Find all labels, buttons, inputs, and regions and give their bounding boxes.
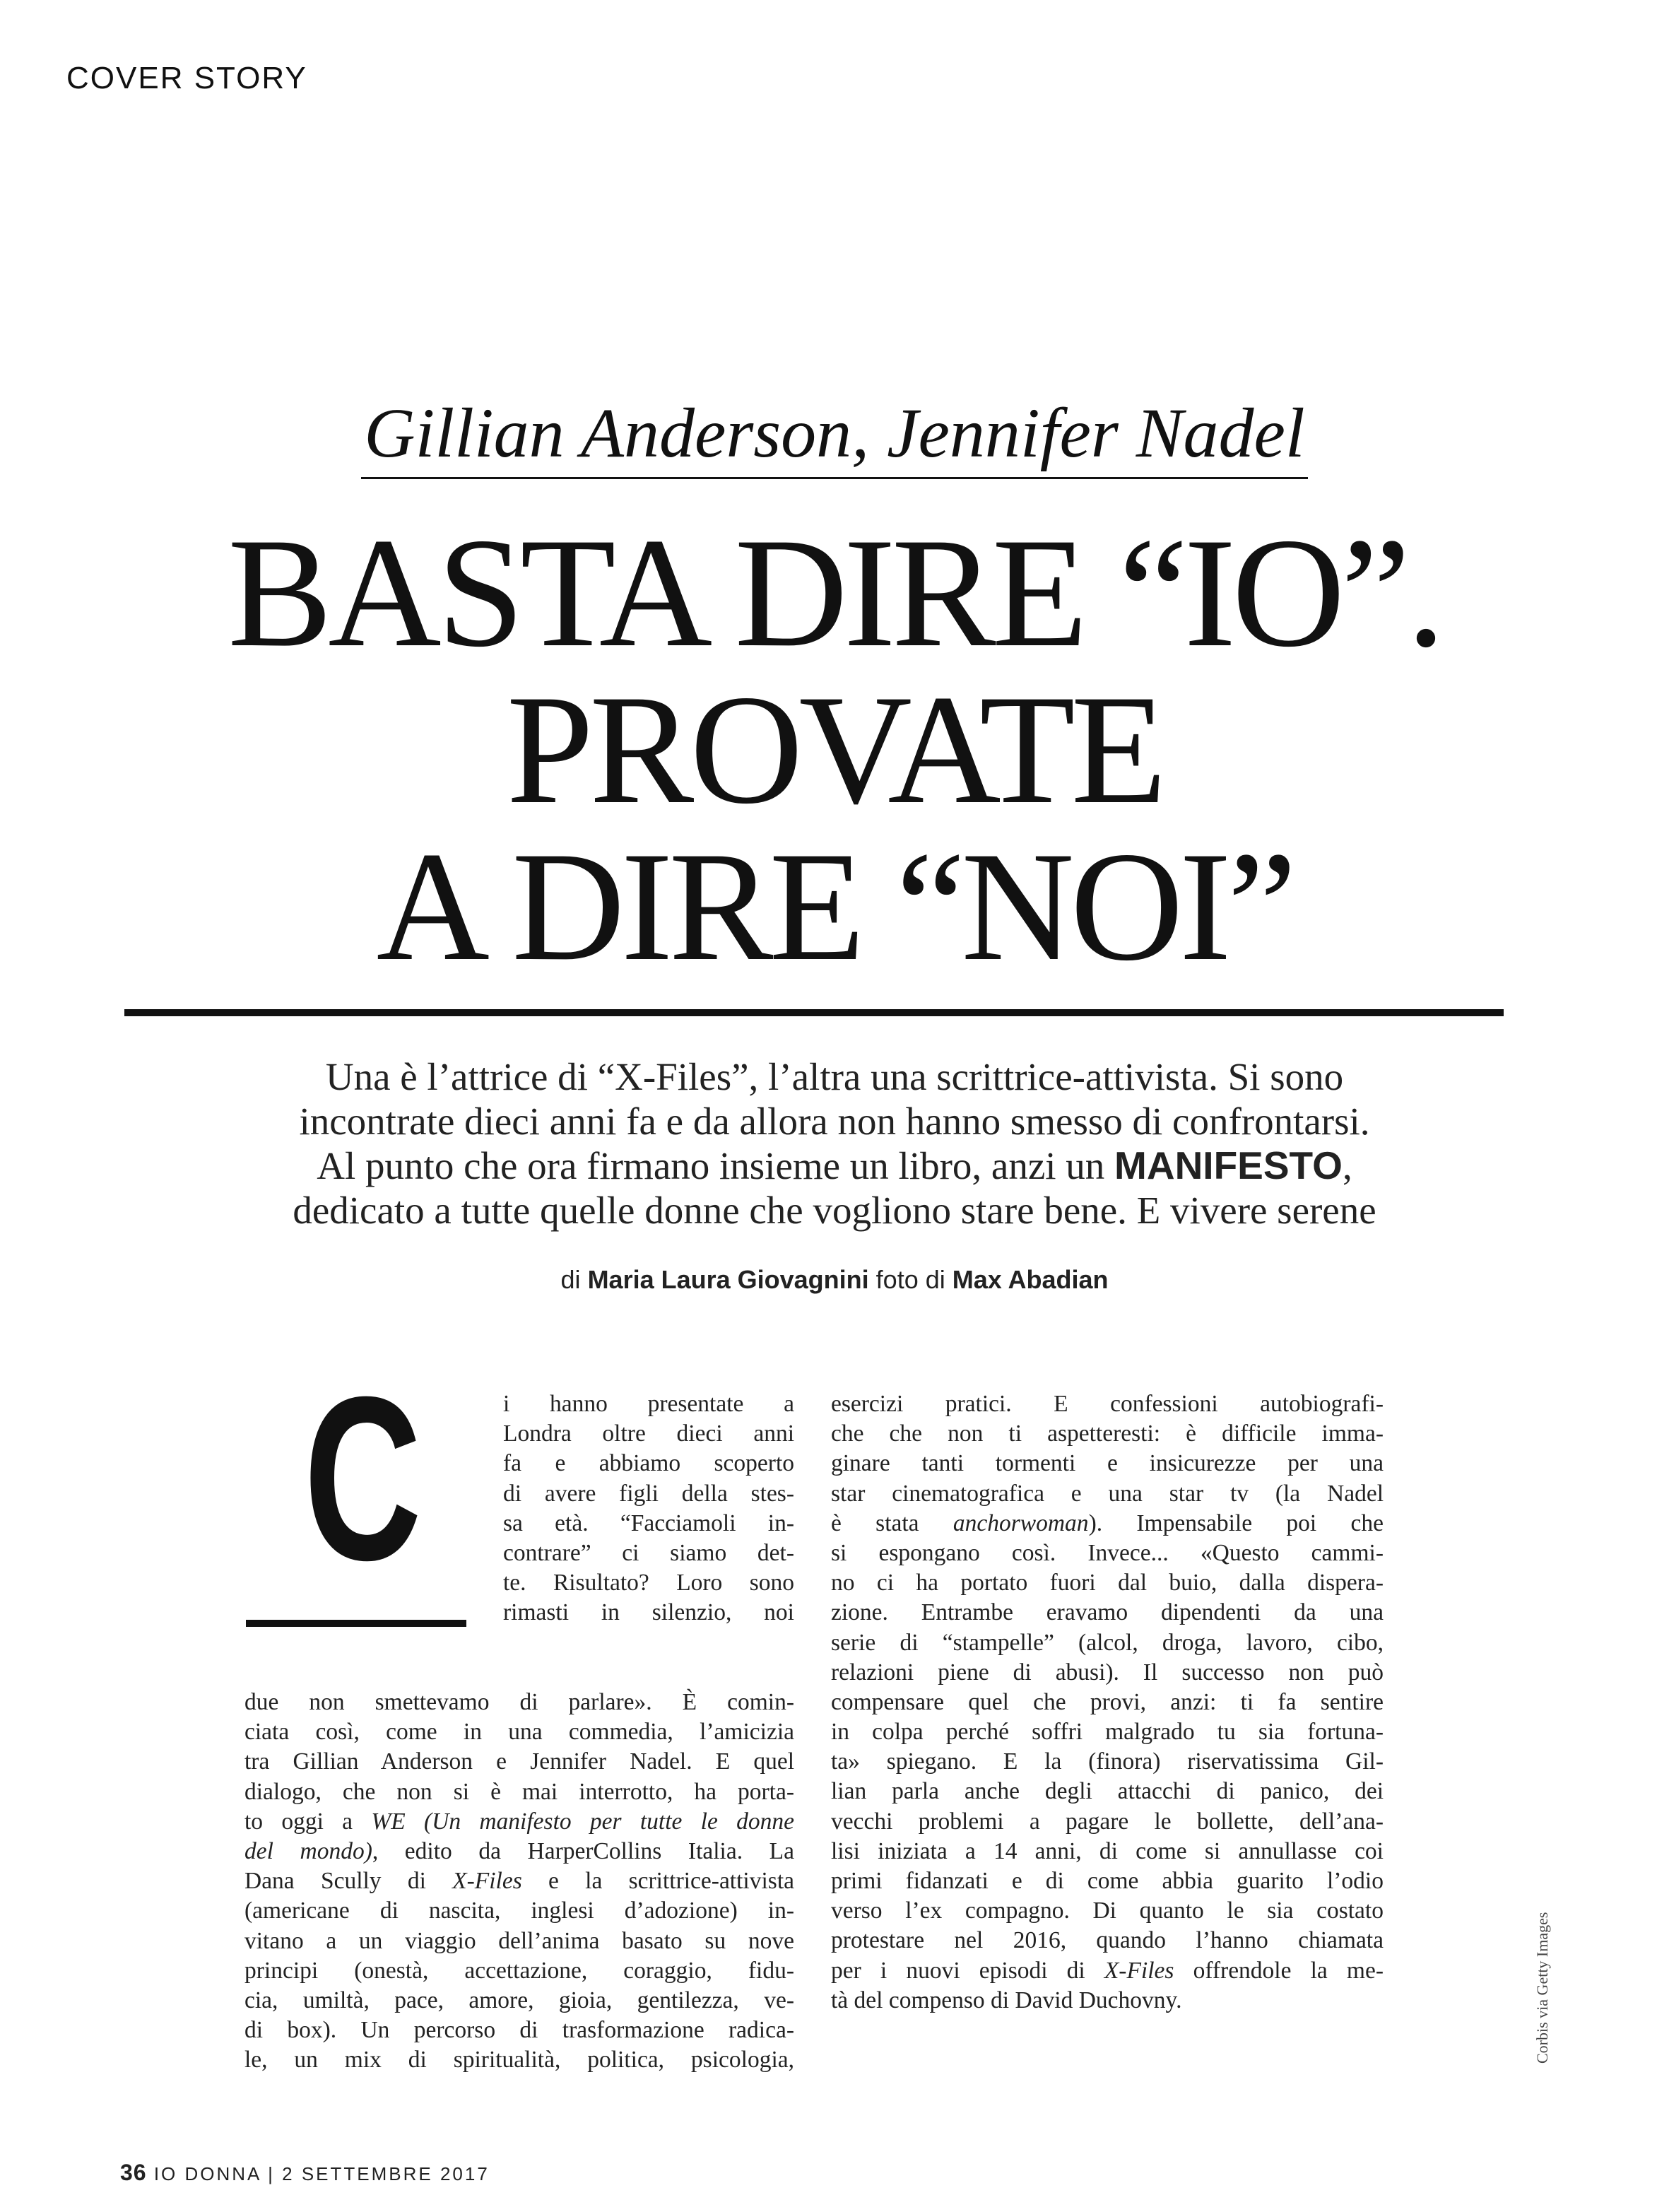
body-line: vitano a un viaggio dell’anima basato su nove: [244, 1927, 794, 1954]
body-line: zione. Entrambe eravamo dipendenti da una: [831, 1599, 1384, 1626]
body-line: fa e abbiamo scoperto: [503, 1450, 794, 1477]
body-line: star cinematografica e una star tv (la Nadel: [831, 1480, 1384, 1507]
page-number: 36: [120, 2160, 147, 2185]
body-line: cia, umiltà, pace, amore, gioia, gentilezza, ve-: [244, 1987, 794, 2013]
headline-line: PROVATE: [506, 663, 1163, 837]
folio: [120, 2160, 490, 2186]
body-line: rimasti in silenzio, noi: [503, 1599, 794, 1626]
book-title: del mondo): [244, 1837, 372, 1864]
body-line: verso l’ex compagno. Di quanto le sia costato: [831, 1898, 1384, 1924]
body-line: (americane di nascita, inglesi d’adozione) in-: [244, 1898, 794, 1924]
body-line: vecchi problemi a pagare le bollette, dell’ana-: [831, 1808, 1384, 1835]
body-line: i hanno presentate a: [503, 1391, 794, 1417]
body-line: del mondo), edito da HarperCollins Italia. La: [244, 1837, 795, 1864]
body-line: che che non ti aspetteresti: è difficile imma-: [831, 1420, 1384, 1447]
body-line: Dana Scully di X-Files e la scrittrice-attivista: [244, 1868, 795, 1895]
body-line: tà del compenso di David Duchovny.: [831, 1987, 1182, 2013]
italic-term: anchorwoman: [953, 1510, 1089, 1536]
drop-cap-rule: [246, 1620, 466, 1627]
body-line: Londra oltre dieci anni: [503, 1420, 794, 1447]
body-line: di box). Un percorso di trasformazione radica-: [244, 2017, 794, 2044]
body-line: è stata anchorwoman). Impensabile poi che: [831, 1510, 1384, 1536]
body-line: serie di “stampelle” (alcol, droga, lavoro, cibo,: [831, 1629, 1384, 1656]
body-line: te. Risultato? Loro sono: [503, 1570, 794, 1596]
body-line: ciata così, come in una commedia, l’amicizia: [244, 1719, 794, 1746]
headline-rule: [124, 1009, 1504, 1016]
body-column-1: [244, 1688, 794, 2075]
body-line: to oggi a WE (Un manifesto per tutte le donne: [244, 1808, 794, 1835]
kicker-text: Gillian Anderson, Jennifer Nadel: [361, 396, 1307, 479]
body-line: per i nuovi episodi di X-Files offrendole la me-: [831, 1957, 1384, 1984]
body-line: due non smettevamo di parlare». È comin-: [244, 1689, 794, 1715]
section-label: COVER STORY: [66, 61, 307, 95]
body-line: tra Gillian Anderson e Jennifer Nadel. E quel: [244, 1748, 794, 1775]
body-line: le, un mix di spiritualità, politica, psicologia,: [244, 2047, 794, 2073]
headline: [0, 506, 1669, 994]
body-line: compensare quel che provi, anzi: ti fa sentire: [831, 1688, 1384, 1715]
body-line: no ci ha portato fuori dal buio, dalla dispera-: [831, 1570, 1384, 1596]
series-title: X-Files: [1104, 1957, 1174, 1984]
body-line: principi (onestà, accettazione, coraggio, fidu-: [244, 1957, 794, 1984]
body-line: contrare” ci siamo det-: [503, 1539, 794, 1566]
manifesto-emphasis: MANIFESTO: [1114, 1143, 1343, 1187]
series-title: X-Files: [452, 1868, 522, 1895]
drop-cap: C: [304, 1348, 422, 1608]
standfirst-line: Al punto che ora firmano insieme un libro, anzi un MANIFESTO,: [317, 1143, 1352, 1187]
body-column-1-top: [503, 1389, 794, 1628]
folio-text: IO DONNA | 2 SETTEMBRE 2017: [153, 2163, 490, 2184]
headline-line: BASTA DIRE “IO”.: [228, 506, 1441, 680]
body-line: sa età. “Facciamoli in-: [503, 1510, 794, 1536]
body-line: lisi iniziata a 14 anni, di come si annullasse coi: [831, 1837, 1384, 1864]
standfirst-line: incontrate dieci anni fa e da allora non hanno smesso di confrontarsi.: [299, 1100, 1370, 1143]
standfirst-line: Una è l’attrice di “X-Files”, l’altra una scrittrice-attivista. Si sono: [325, 1055, 1344, 1098]
body-column-2: [831, 1389, 1384, 2016]
body-line: di avere figli della stes-: [503, 1480, 794, 1507]
book-title: WE (Un manifesto per tutte le donne: [371, 1808, 794, 1835]
body-line: si espongano così. Invece... «Questo cammi-: [831, 1539, 1384, 1566]
body-line: dialogo, che non si è mai interrotto, ha porta-: [244, 1778, 794, 1805]
author-name: Maria Laura Giovagnini: [587, 1265, 869, 1294]
photo-credit: Corbis via Getty Images: [1533, 1912, 1551, 2064]
body-line: relazioni piene di abusi). Il successo non può: [831, 1659, 1384, 1686]
body-line: esercizi pratici. E confessioni autobiografi-: [831, 1391, 1384, 1417]
byline: di Maria Laura Giovagnini foto di Max Abadian: [560, 1265, 1109, 1294]
body-line: ta» spiegano. E la (finora) riservatissima Gil-: [831, 1748, 1384, 1775]
body-line: ginare tanti tormenti e insicurezze per una: [831, 1450, 1384, 1477]
body-line: in colpa perché soffri malgrado tu sia fortuna-: [831, 1719, 1384, 1746]
body-line: protestare nel 2016, quando l’hanno chiamata: [831, 1927, 1384, 1954]
standfirst-line: dedicato a tutte quelle donne che vogliono stare bene. E vivere serene: [293, 1189, 1376, 1232]
standfirst: [85, 1054, 1584, 1233]
kicker: [0, 396, 1669, 479]
headline-line: A DIRE “NOI”: [376, 820, 1293, 994]
body-line: lian parla anche degli attacchi di panico, dei: [831, 1778, 1384, 1805]
photographer-name: Max Abadian: [952, 1265, 1109, 1294]
body-line: primi fidanzati e di come abbia guarito l’odio: [831, 1868, 1384, 1894]
